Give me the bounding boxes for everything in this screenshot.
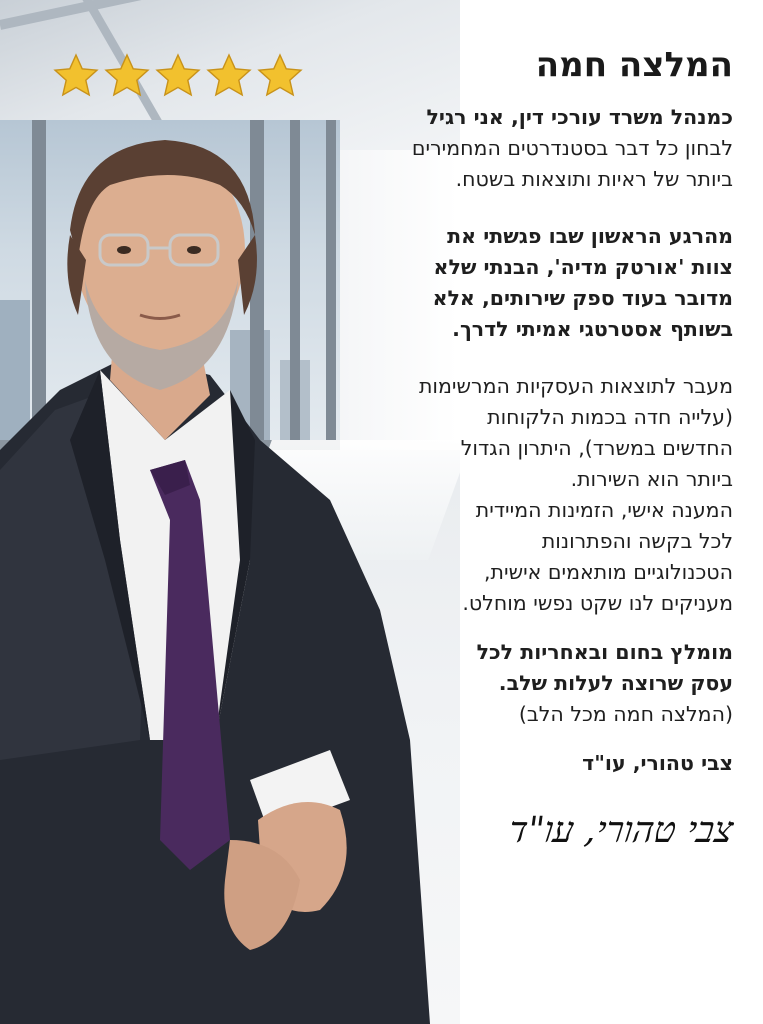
- star-icon: [52, 52, 100, 100]
- text-line: עסק שרוצה לעלות שלב.: [498, 671, 733, 695]
- text-line: הטכנולוגיים מותאמים אישית,: [484, 560, 733, 584]
- recommendation-note: (המלצה חמה מכל הלב): [518, 702, 733, 726]
- text-line: לכל בקשה והפתרונות: [541, 529, 733, 553]
- star-icon: [103, 52, 151, 100]
- text-line: (עלייה חדה בכמות הלקוחות: [487, 405, 733, 429]
- star-icon: [256, 52, 304, 100]
- paragraph-intro: [333, 102, 733, 195]
- author-name: צבי טהורי, עו"ד: [582, 751, 733, 775]
- text-line: כמנהל משרד עורכי דין, אני רגיל: [426, 105, 733, 129]
- handwritten-signature: צבי טהורי, עו"ד: [506, 810, 736, 851]
- text-line: צוות 'אורטק מדיה', הבנתי שלא: [433, 255, 733, 279]
- text-line: מומלץ בחום ובאחריות לכל: [476, 640, 733, 664]
- testimonial-text: [333, 40, 736, 851]
- text-line: ביותר הוא השירות.: [570, 467, 733, 491]
- text-line: לבחון כל דבר בסטנדרטים המחמירים: [411, 136, 733, 160]
- rating-stars: [52, 52, 307, 104]
- text-line: המענה אישי, הזמינות המיידית: [475, 498, 733, 522]
- text-line: ביותר של ראיות ותוצאות בשטח.: [455, 167, 733, 191]
- paragraph-results: [333, 371, 733, 619]
- text-line: מהרגע הראשון שבו פגשתי את: [447, 224, 733, 248]
- text-line: מדובר בעוד ספק שירותים, אלא: [432, 286, 733, 310]
- text-line: מעניקים לנו שקט נפשי מוחלט.: [462, 591, 733, 615]
- text-line: מעבר לתוצאות העסקיות המרשימות: [418, 374, 733, 398]
- paragraph-meeting: [333, 221, 733, 345]
- headline: המלצה חמה: [535, 45, 733, 85]
- text-line: בשותף אסטרטגי אמיתי לדרך.: [452, 317, 733, 341]
- star-icon: [154, 52, 202, 100]
- star-icon: [205, 52, 253, 100]
- paragraph-recommendation: [333, 637, 733, 699]
- text-line: החדשים במשרד), היתרון הגדול: [460, 436, 733, 460]
